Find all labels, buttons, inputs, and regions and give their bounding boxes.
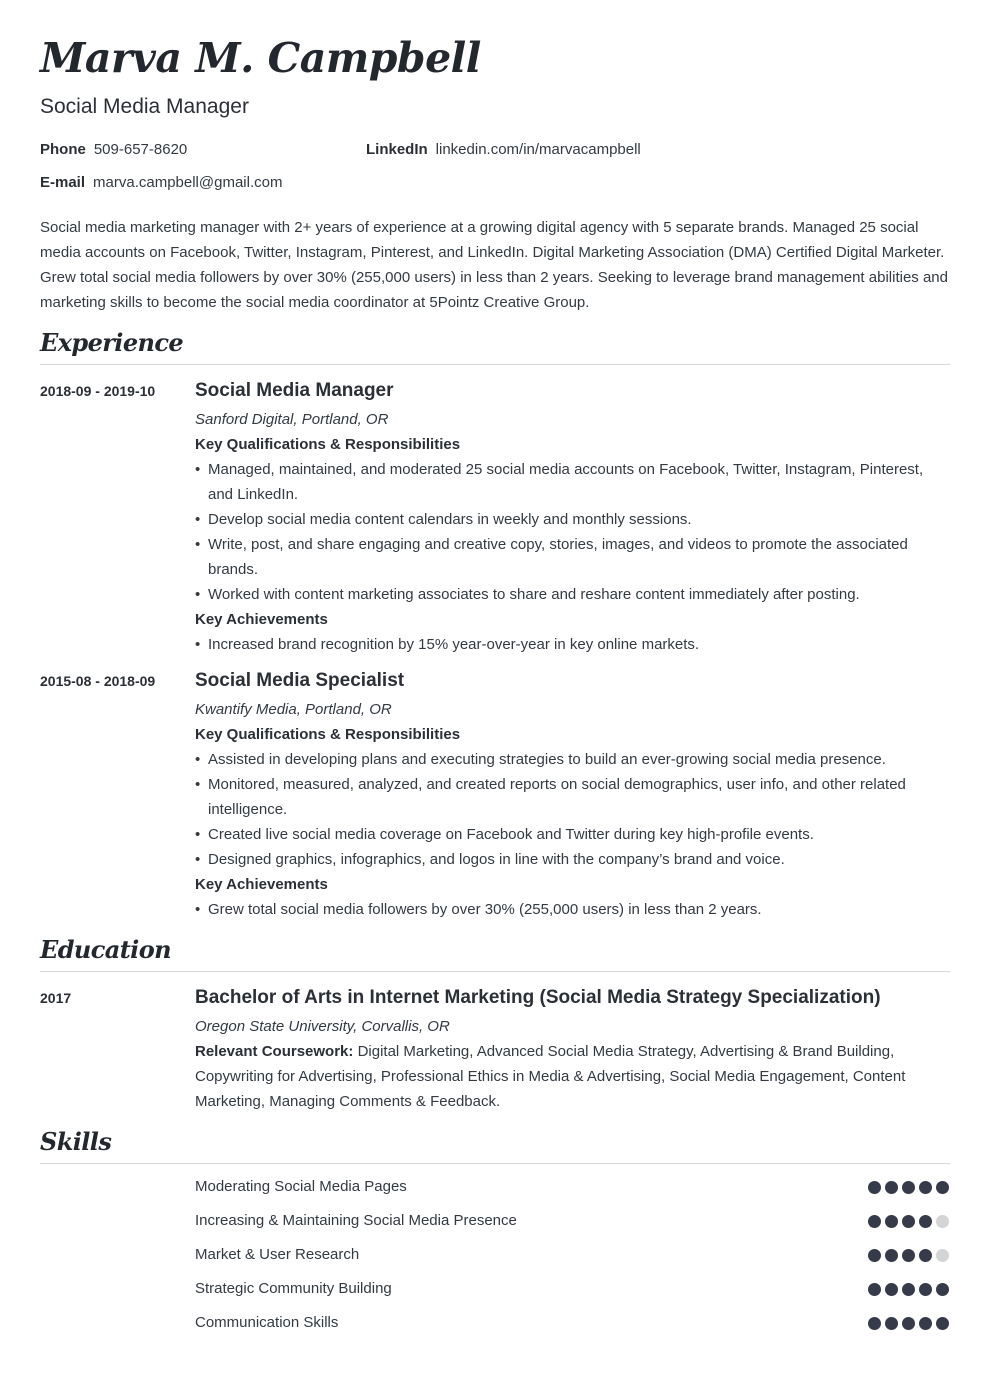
job-1-responsibilities [195,457,935,607]
email-value[interactable]: marva.campbell@gmail.com [93,174,283,191]
education-school: Oregon State University, Corvallis, OR [195,1018,450,1035]
rating-dot-filled [868,1317,881,1330]
skill-name: Communication Skills [195,1314,339,1331]
rating-dot-filled [919,1317,932,1330]
list-item: • Managed, maintained, and moderated 25 social media accounts on Facebook, Twitter, Instagram, Pinterest, and LinkedIn. [195,457,935,507]
profile-summary: Social media marketing manager with 2+ years of experience at a growing digital agency with 5 separate brands. Managed 25 social media accounts on Facebook, Twitter, Instagram, Pinterest, and LinkedIn. Digital Marketing Association (DMA) Certified Digital Marketer. Grew total social media followers by over 30% (255,000 users) in less than 2 years. Seeking to leverage brand management abilities and marketing skills to become the social media coordinator at 5Pointz Creative Group. [40,219,948,311]
education-year: 2017 [40,990,72,1006]
skills-heading: Skills [40,1127,112,1156]
rating-dot-filled [936,1283,949,1296]
education-heading: Education [40,935,171,964]
experience-heading: Experience [40,328,184,357]
list-item: • Worked with content marketing associates to share and reshare content immediately after posting. [195,582,935,607]
list-item: • Write, post, and share engaging and creative copy, stories, images, and videos to promote the associated brands. [195,532,935,582]
candidate-name: Marva M. Campbell [40,34,481,82]
linkedin-label: LinkedIn [366,141,428,158]
job-2-company: Kwantify Media, Portland, OR [195,701,392,718]
linkedin-value[interactable]: linkedin.com/in/marvacampbell [435,141,641,158]
contact-email [40,174,282,191]
list-item: • Designed graphics, infographics, and logos in line with the company’s brand and voice. [195,847,935,872]
list-item: • Grew total social media followers by over 30% (255,000 users) in less than 2 years. [195,897,935,922]
contact-phone [40,141,187,158]
job-2-achievements [195,897,935,922]
skill-name: Increasing & Maintaining Social Media Presence [195,1212,517,1229]
rating-dot-filled [936,1317,949,1330]
job-2-entry [195,669,935,922]
skill-name: Strategic Community Building [195,1280,392,1297]
rating-dot-empty [936,1249,949,1262]
job-2-responsibilities [195,747,935,872]
rating-dot-filled [902,1249,915,1262]
rating-dot-filled [902,1215,915,1228]
coursework-label: Relevant Coursework: [195,1043,354,1060]
rating-dot-filled [868,1215,881,1228]
skill-rating [868,1283,949,1296]
rating-dot-filled [868,1181,881,1194]
list-item: • Monitored, measured, analyzed, and created reports on social demographics, user info, and other related intelligence. [195,772,935,822]
job-1-achievements [195,632,935,657]
list-item: • Created live social media coverage on Facebook and Twitter during key high-profile events. [195,822,935,847]
rating-dot-filled [885,1215,898,1228]
job-2-qualifications-heading: Key Qualifications & Responsibilities [195,726,461,743]
job-1-dates: 2018-09 - 2019-10 [40,383,156,399]
job-1-achievements-heading: Key Achievements [195,611,328,628]
job-1-entry [195,379,935,657]
list-item: • Assisted in developing plans and executing strategies to build an ever-growing social media presence. [195,747,935,772]
rating-dot-filled [902,1283,915,1296]
experience-divider [40,364,950,365]
phone-label: Phone [40,141,86,158]
email-label: E-mail [40,174,86,191]
education-degree: Bachelor of Arts in Internet Marketing (Social Media Strategy Specialization) [195,987,881,1008]
job-1-role: Social Media Manager [195,380,394,401]
candidate-title: Social Media Manager [40,95,249,118]
skills-divider [40,1163,950,1164]
rating-dot-filled [919,1283,932,1296]
rating-dot-filled [885,1317,898,1330]
rating-dot-filled [868,1249,881,1262]
phone-value: 509-657-8620 [93,141,188,158]
education-coursework [195,1039,915,1114]
rating-dot-filled [902,1181,915,1194]
skill-name: Market & User Research [195,1246,360,1263]
skill-rating [868,1317,949,1330]
job-2-role: Social Media Specialist [195,670,405,691]
skill-rating [868,1215,949,1228]
education-entry [195,986,915,1114]
job-2-dates: 2015-08 - 2018-09 [40,673,156,689]
skill-name: Moderating Social Media Pages [195,1178,407,1195]
coursework-text: Digital Marketing, Advanced Social Media Strategy, Advertising & Brand Building, Copywriting for Advertising, Professional Ethics in Media & Advertising, Social Media Engagement, Content Marketing, Managing Comments & Feedback. [195,1043,906,1110]
rating-dot-filled [936,1181,949,1194]
skill-rating [868,1181,949,1194]
rating-dot-filled [902,1317,915,1330]
rating-dot-filled [885,1249,898,1262]
skill-rating [868,1249,949,1262]
rating-dot-filled [885,1283,898,1296]
list-item: • Increased brand recognition by 15% year-over-year in key online markets. [195,632,935,657]
job-1-company: Sanford Digital, Portland, OR [195,411,389,428]
education-divider [40,971,950,972]
rating-dot-empty [936,1215,949,1228]
rating-dot-filled [919,1249,932,1262]
job-2-achievements-heading: Key Achievements [195,876,328,893]
contact-linkedin [366,141,641,158]
list-item: • Develop social media content calendars in weekly and monthly sessions. [195,507,935,532]
rating-dot-filled [919,1215,932,1228]
rating-dot-filled [919,1181,932,1194]
job-1-qualifications-heading: Key Qualifications & Responsibilities [195,436,461,453]
rating-dot-filled [868,1283,881,1296]
rating-dot-filled [885,1181,898,1194]
